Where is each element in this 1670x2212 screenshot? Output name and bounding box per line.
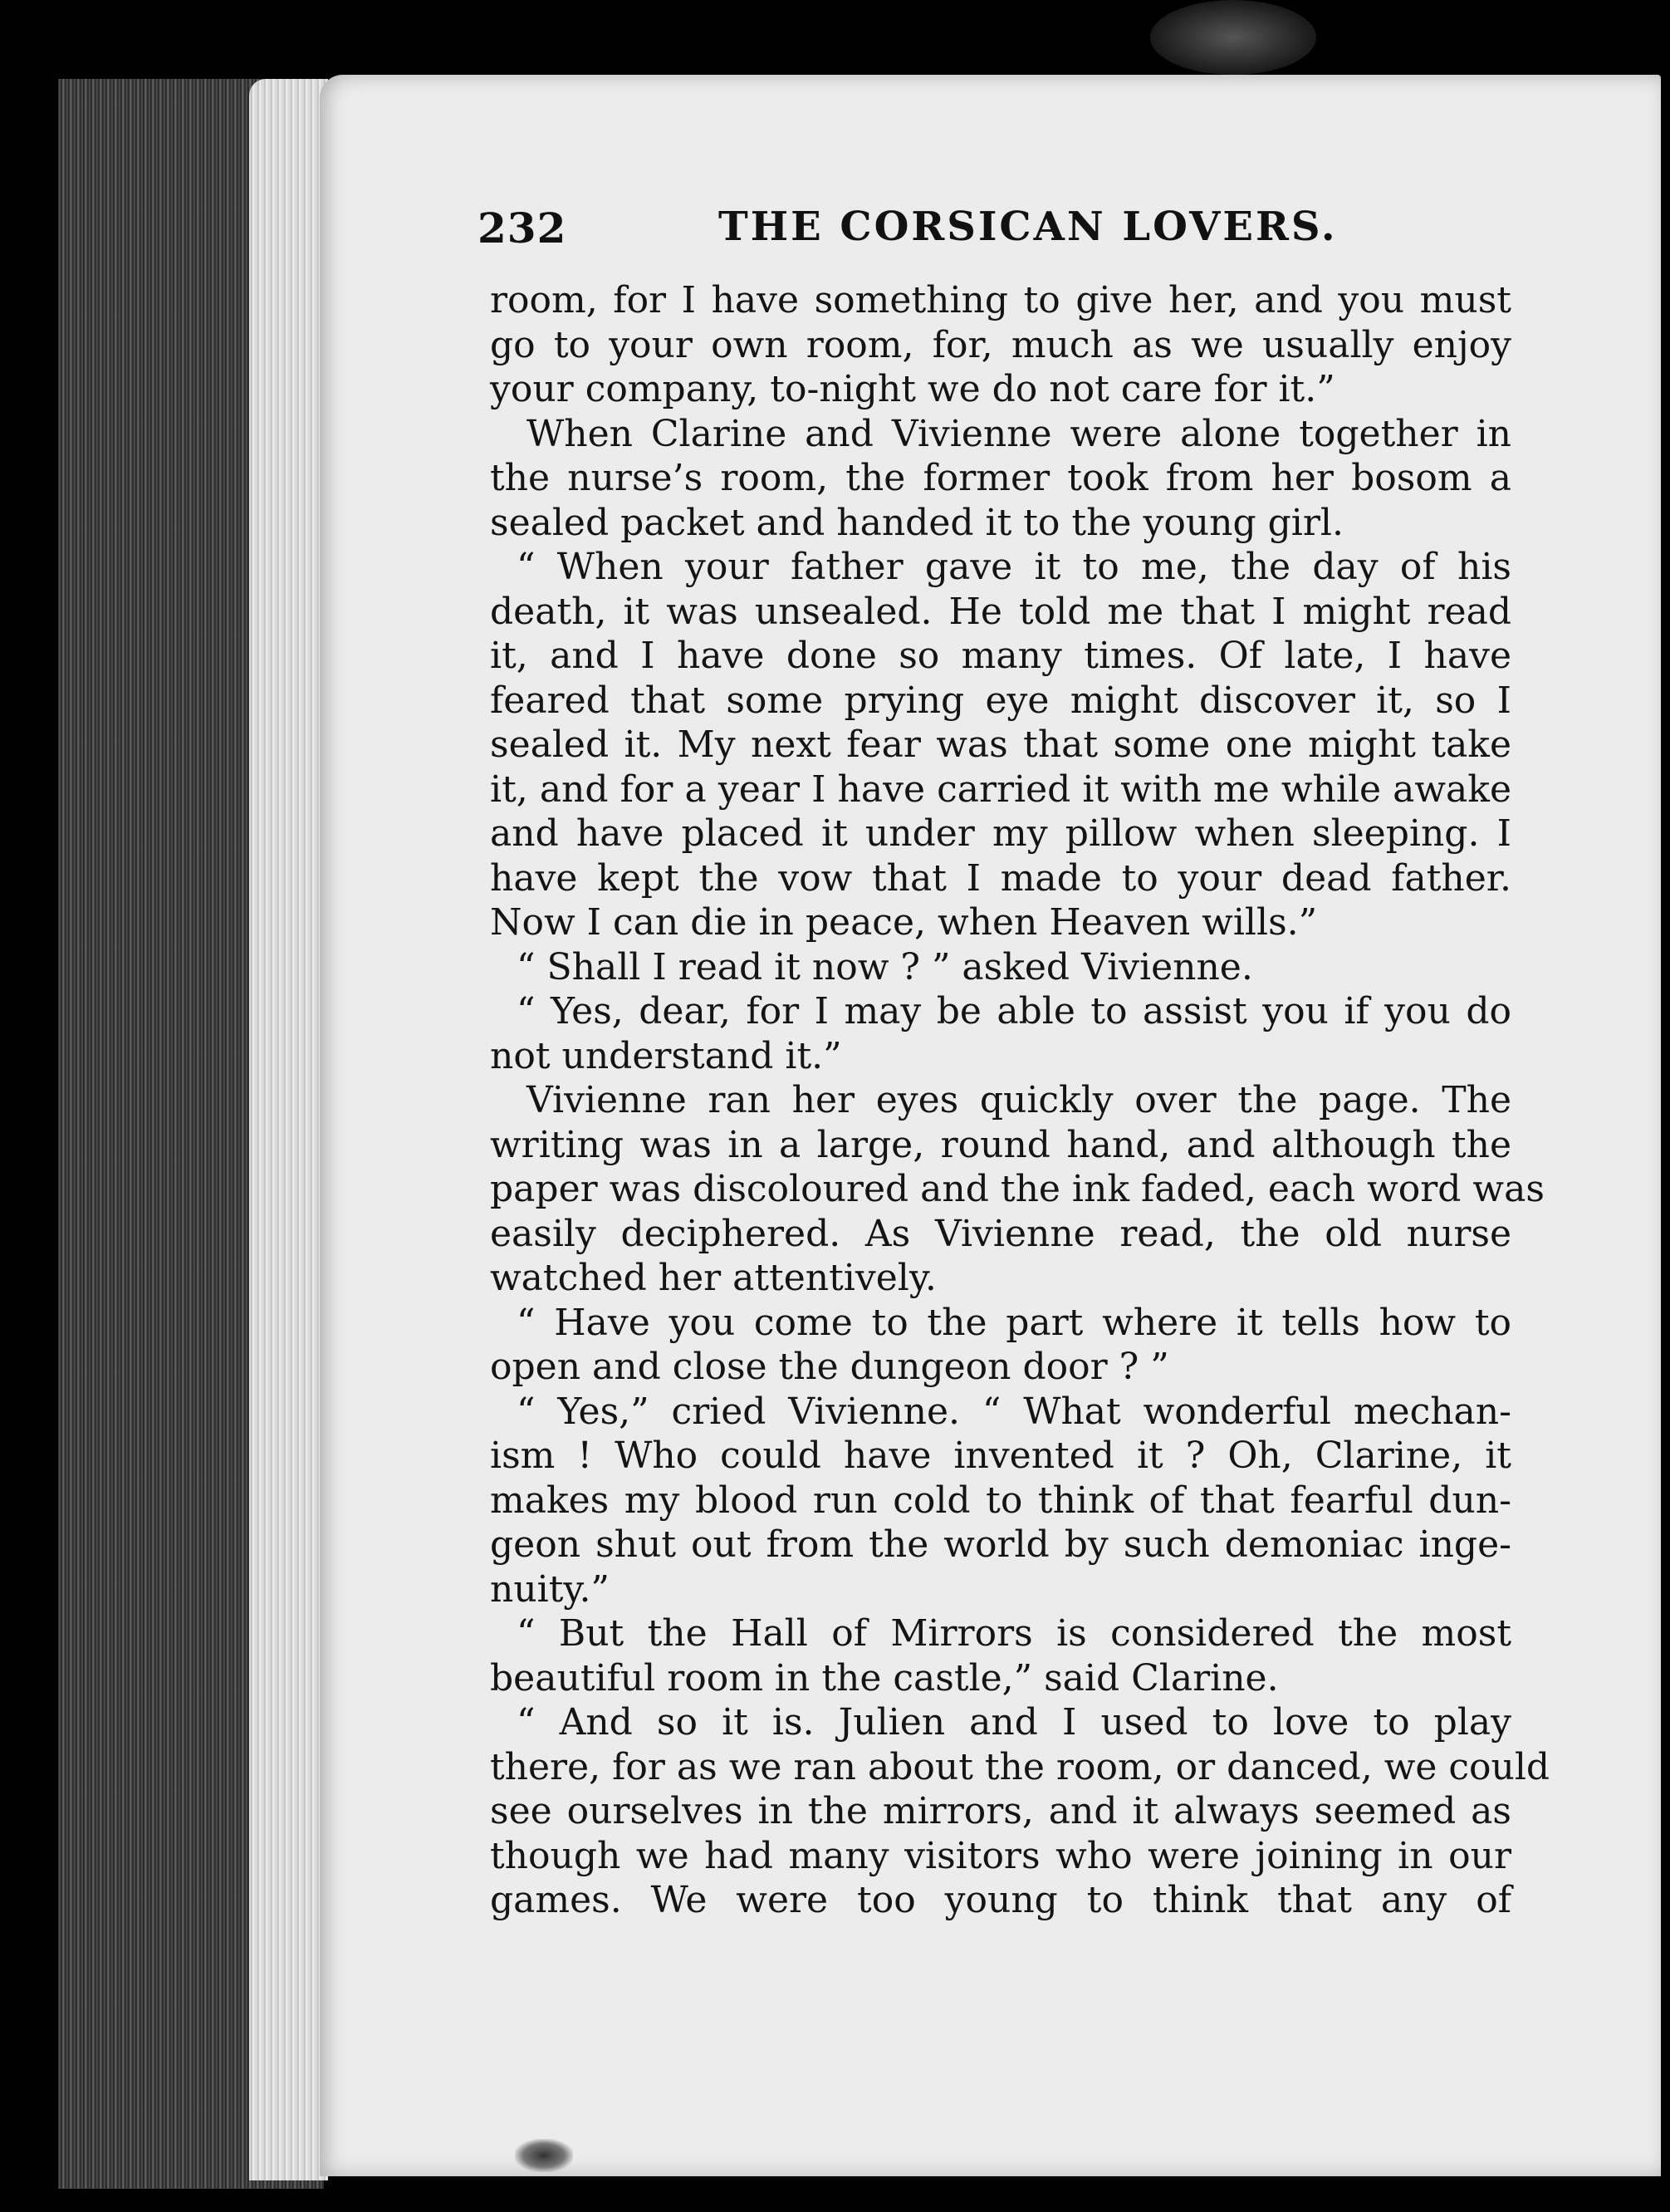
text-line: go to your own room, for, much as we usually enjoy — [490, 323, 1511, 366]
text-line: sealed packet and handed it to the young girl. — [490, 501, 1344, 544]
text-line: it, and I have done so many times. Of late, I have — [490, 635, 1511, 677]
text-line: room, for I have something to give her, and you must — [490, 279, 1511, 321]
text-line: paper was discoloured and the ink faded, each word was — [490, 1168, 1545, 1210]
text-line: Now I can die in peace, when Heaven wills.” — [490, 901, 1318, 944]
text-line: beautiful room in the castle,” said Clarine. — [490, 1656, 1279, 1699]
text-line: “ But the Hall of Mirrors is considered the most — [517, 1612, 1511, 1655]
text-line: the nurse’s room, the former took from her bosom a — [490, 457, 1511, 499]
running-title: THE CORSICAN LOVERS. — [718, 204, 1338, 250]
text-line: there, for as we ran about the room, or danced, we could — [490, 1745, 1550, 1788]
text-line: watched her attentively. — [490, 1257, 937, 1299]
text-line: easily deciphered. As Vivienne read, the old nurse — [490, 1212, 1511, 1255]
text-line: Vivienne ran her eyes quickly over the page. The — [526, 1079, 1511, 1121]
text-line: When Clarine and Vivienne were alone together in — [526, 412, 1511, 455]
text-line: open and close the dungeon door ? ” — [490, 1346, 1169, 1388]
text-line: “ Shall I read it now ? ” asked Vivienne. — [517, 945, 1253, 988]
text-line: nuity.” — [490, 1567, 610, 1611]
text-line: geon shut out from the world by such demoniac inge- — [490, 1523, 1511, 1566]
text-line: “ Yes, dear, for I may be able to assist you if you do — [517, 990, 1511, 1032]
stacked-page-edges — [249, 79, 328, 2180]
text-line: games. We were too young to think that any of — [490, 1879, 1511, 1921]
text-line: your company, to-night we do not care for it.” — [490, 368, 1335, 410]
text-line: “ When your father gave it to me, the day of his — [517, 546, 1511, 588]
text-line: it, and for a year I have carried it with me while awake — [490, 768, 1511, 811]
text-line: feared that some prying eye might discover it, so I — [490, 679, 1511, 722]
text-line: “ And so it is. Julien and I used to love to play — [517, 1701, 1511, 1744]
text-line: makes my blood run cold to think of that fearful dun- — [490, 1479, 1511, 1522]
text-line: ism ! Who could have invented it ? Oh, Clarine, it — [490, 1435, 1511, 1477]
page-header — [477, 204, 1557, 262]
scan-smudge-bottom — [515, 2139, 573, 2172]
text-line: and have placed it under my pillow when sleeping. I — [490, 812, 1511, 855]
page-number: 232 — [477, 204, 567, 253]
text-line: have kept the vow that I made to your dead father. — [490, 856, 1511, 900]
text-line: writing was in a large, round hand, and although the — [490, 1123, 1511, 1166]
scan-smudge-top — [1150, 0, 1316, 75]
text-line: death, it was unsealed. He told me that I might read — [490, 590, 1511, 633]
text-line: “ Yes,” cried Vivienne. “ What wonderful mechan- — [517, 1390, 1511, 1433]
text-line: though we had many visitors who were joining in our — [490, 1834, 1511, 1877]
text-line: see ourselves in the mirrors, and it always seemed as — [490, 1790, 1511, 1832]
text-line: not understand it.” — [490, 1034, 842, 1077]
text-line: “ Have you come to the part where it tells how to — [517, 1301, 1511, 1344]
body-text — [490, 278, 1550, 1923]
text-line: sealed it. My next fear was that some one might take — [490, 723, 1511, 766]
